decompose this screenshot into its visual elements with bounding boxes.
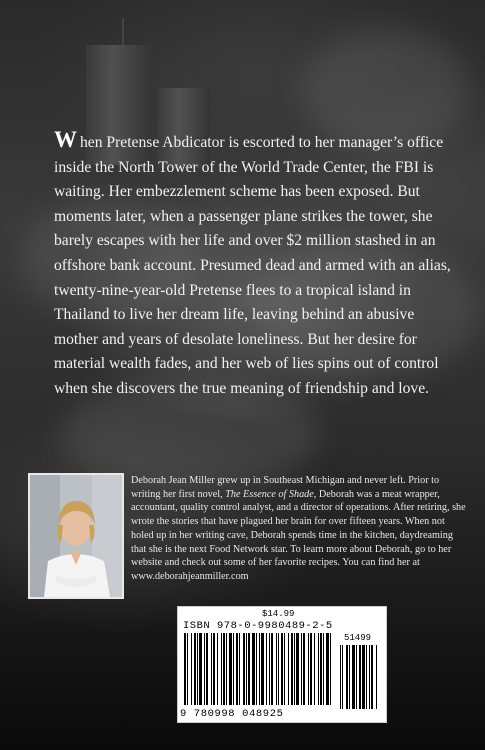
author-photo: [28, 473, 124, 599]
barcode-bars: [184, 633, 380, 709]
bio-book-title: The Essence of Shade: [225, 488, 314, 500]
bio-text-2: , Deborah was a meat wrapper, accountant, quality control analyst, and a director of operations. After retiring, she wrote the stories that have plagued her brain for over fifteen years. When not holed up in her writing cave, Deborah spends time in the kitchen, daydreaming that she is the next Food Network star. To learn more about Deborah, go to her website and check out some of her favorite recipes. You can find her at www.deborahjeanmiller.com: [131, 488, 466, 582]
barcode-price: $14.99: [262, 609, 295, 619]
ean-digits: 9 780998 048925: [180, 708, 284, 720]
isbn-number: ISBN 978-0-9980489-2-5: [183, 620, 333, 632]
blurb-dropcap: W: [54, 127, 77, 152]
author-bio: [131, 474, 466, 584]
book-blurb: [54, 128, 454, 402]
tower-antenna: [122, 18, 124, 48]
bio-text-1: Deborah Jean Miller grew up in Southeast Michigan and never left. Prior to writing her first novel,: [131, 475, 440, 500]
blurb-text: hen Pretense Abdicator is escorted to her manager’s office inside the North Tower of the World Trade Center, the FBI is waiting. Her embezzlement scheme has been exposed. But moments later, when a passenger plane strikes the tower, she barely escapes with her life and over $2 million stashed in an offshore bank account. Presumed dead and armed with an alias, twenty-nine-year-old Pretense flees to a tropical island in Thailand to live her dream life, leaving behind an abusive mother and years of desolate loneliness. But her desire for material wealth fades, and her web of lies spins out of control when she discovers the true meaning of friendship and love.: [54, 134, 451, 397]
isbn-barcode: [177, 606, 387, 723]
price-code: 51499: [344, 633, 372, 643]
